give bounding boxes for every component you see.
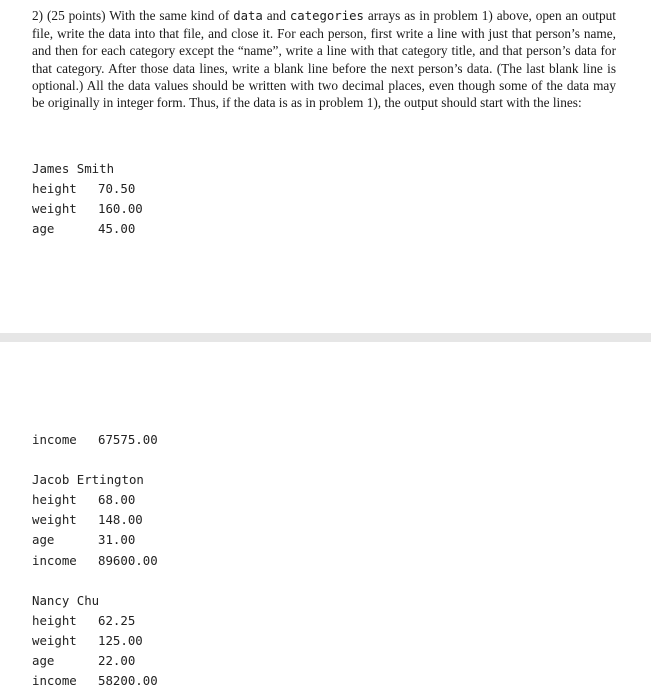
problem-text-3: arrays as in problem 1) above, open an output file, write the data into that file, and close it. For each person, first write a line with just that person’s name, and then for each category except the “name”, write a line with that category title, and that person’s data for that category. After those data lines, write a blank line before the next person’s data. (The last blank line is optional.) All the data values should be written with two decimal places, even though some of the data may be originally in integer form. Thus, if the data is as in problem 1), the output should start with the lines:	[32, 8, 616, 111]
category-label: height	[32, 492, 77, 508]
problem-statement	[32, 7, 616, 111]
data-line	[32, 631, 158, 651]
person-name: James Smith	[32, 161, 115, 176]
page-divider	[0, 333, 651, 342]
category-label: age	[32, 221, 55, 237]
category-value: 160.00	[98, 201, 143, 217]
category-value: 22.00	[98, 653, 136, 669]
data-line	[32, 490, 158, 510]
category-value: 148.00	[98, 512, 143, 528]
category-value: 58200.00	[98, 673, 158, 689]
output-block-bottom	[32, 430, 158, 691]
data-line	[32, 179, 143, 199]
person-name: Jacob Ertington	[32, 472, 144, 488]
category-label: weight	[32, 201, 77, 217]
category-value: 125.00	[98, 632, 143, 648]
data-line	[32, 219, 143, 239]
category-value: 62.25	[98, 612, 136, 628]
category-label: weight	[32, 512, 77, 528]
output-block-top	[32, 159, 143, 239]
code-categories: categories	[289, 9, 364, 23]
blank-line	[32, 450, 158, 470]
blank-line	[32, 571, 158, 591]
data-line	[32, 551, 158, 571]
code-data: data	[233, 9, 263, 23]
category-label: height	[32, 181, 77, 197]
data-line	[32, 530, 158, 550]
problem-text-2: and	[262, 8, 290, 23]
data-line	[32, 510, 158, 530]
category-value: 70.50	[98, 181, 136, 197]
category-label: income	[32, 432, 77, 447]
category-value: 31.00	[98, 532, 136, 548]
category-label: height	[32, 612, 77, 628]
data-line	[32, 671, 158, 691]
category-value: 45.00	[98, 221, 136, 237]
category-label: weight	[32, 632, 77, 648]
category-value: 67575.00	[98, 432, 158, 447]
person-name: Nancy Chu	[32, 592, 100, 608]
category-label: age	[32, 532, 55, 548]
category-value: 68.00	[98, 492, 136, 508]
data-line	[32, 430, 158, 450]
problem-text-1: 2) (25 points) With the same kind of	[32, 8, 234, 23]
data-line	[32, 199, 143, 219]
data-line	[32, 611, 158, 631]
data-line	[32, 651, 158, 671]
category-value: 89600.00	[98, 552, 158, 568]
category-label: income	[32, 673, 77, 689]
category-label: age	[32, 653, 55, 669]
category-label: income	[32, 552, 77, 568]
